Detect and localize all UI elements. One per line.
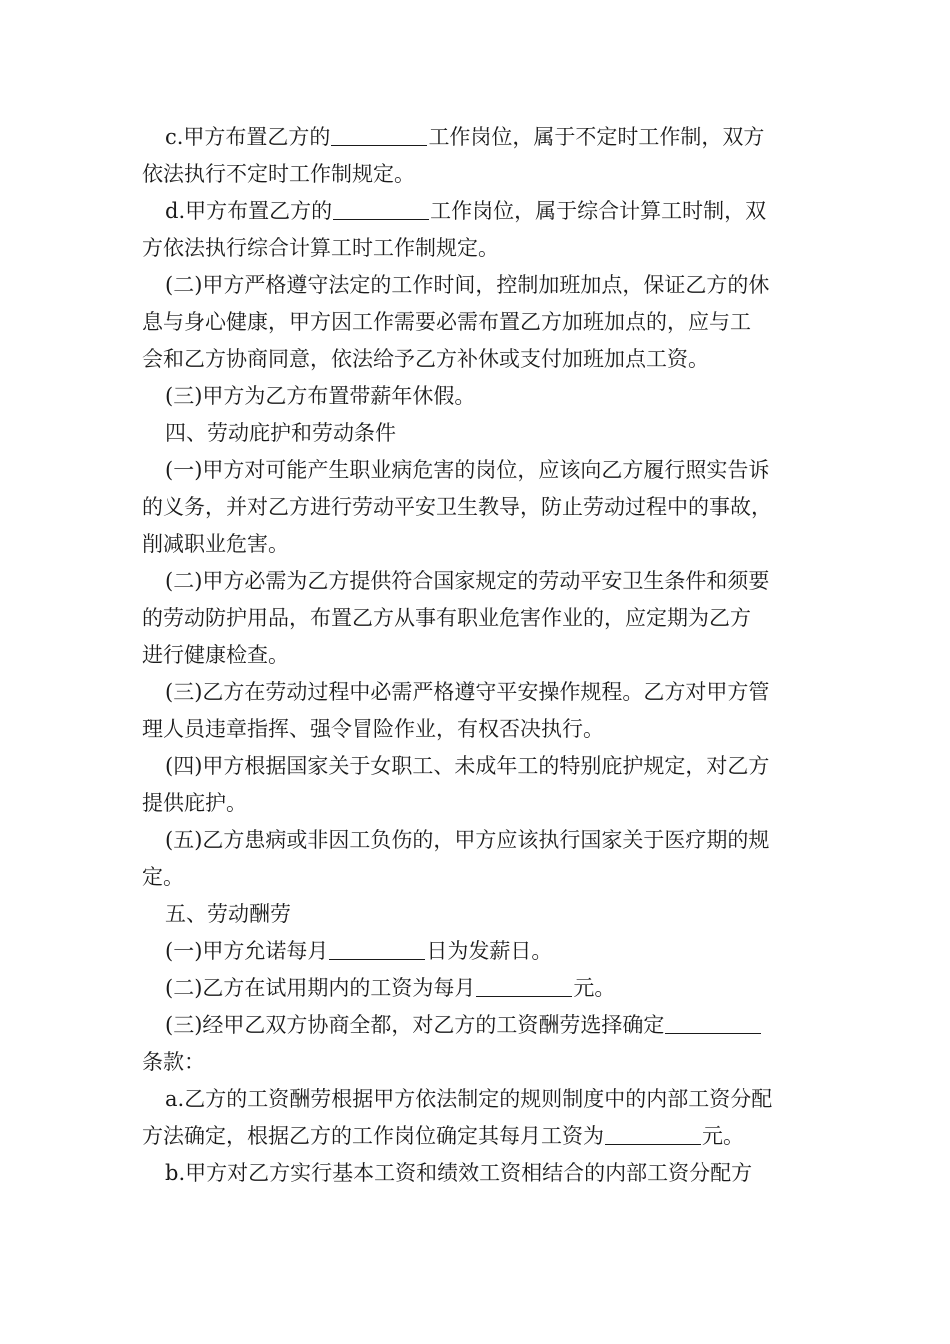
fill-in-blank[interactable] (665, 1013, 761, 1034)
fill-in-blank[interactable] (329, 939, 425, 960)
fill-in-blank[interactable] (331, 125, 427, 146)
text-line: 进行健康检查。 (142, 643, 289, 667)
text-line: d.甲方布置乙方的 工作岗位，属于综合计算工时制，双 (165, 199, 767, 223)
fill-in-blank[interactable] (476, 976, 572, 997)
text-line: 方法确定，根据乙方的工作岗位确定其每月工资为 元。 (142, 1124, 744, 1148)
text-line: (四)甲方根据国家关于女职工、未成年工的特别庇护规定，对乙方 (165, 754, 770, 778)
text-line: 息与身心健康，甲方因工作需要必需布置乙方加班加点的，应与工 (142, 310, 751, 334)
text-line: 依法执行不定时工作制规定。 (142, 162, 415, 186)
text-line: 条款： (142, 1050, 205, 1074)
text-line: 提供庇护。 (142, 791, 247, 815)
text-line: 会和乙方协商同意，依法给予乙方补休或支付加班加点工资。 (142, 347, 709, 371)
text-line: 定。 (142, 865, 184, 889)
text-line: (二)乙方在试用期内的工资为每月 元。 (165, 976, 616, 1000)
section-heading: 四、劳动庇护和劳动条件 (165, 421, 396, 445)
text-line: 理人员违章指挥、强令冒险作业，有权否决执行。 (142, 717, 604, 741)
section-heading: 五、劳动酬劳 (165, 902, 291, 926)
text-line: 的义务，并对乙方进行劳动平安卫生教导，防止劳动过程中的事故， (142, 495, 772, 519)
text-line: 的劳动防护用品，布置乙方从事有职业危害作业的，应定期为乙方 (142, 606, 751, 630)
text-line: (一)甲方允诺每月 日为发薪日。 (165, 939, 553, 963)
text-line: (三)甲方为乙方布置带薪年休假。 (165, 384, 476, 408)
text-line: 方依法执行综合计算工时工作制规定。 (142, 236, 499, 260)
text-line: (一)甲方对可能产生职业病危害的岗位，应该向乙方履行照实告诉 (165, 458, 770, 482)
fill-in-blank[interactable] (605, 1124, 701, 1145)
text-line: c.甲方布置乙方的 工作岗位，属于不定时工作制，双方 (165, 125, 765, 149)
text-line: (三)乙方在劳动过程中必需严格遵守平安操作规程。乙方对甲方管 (165, 680, 770, 704)
text-line: (三)经甲乙双方协商全都，对乙方的工资酬劳选择确定 (165, 1011, 762, 1039)
text-line: 削减职业危害。 (142, 532, 289, 556)
text-line: (二)甲方必需为乙方提供符合国家规定的劳动平安卫生条件和须要 (165, 569, 770, 593)
text-line: (五)乙方患病或非因工负伤的，甲方应该执行国家关于医疗期的规 (165, 828, 770, 852)
text-line: a.乙方的工资酬劳根据甲方依法制定的规则制度中的内部工资分配 (165, 1087, 773, 1111)
text-line: (二)甲方严格遵守法定的工作时间，控制加班加点，保证乙方的休 (165, 273, 770, 297)
text-line: b.甲方对乙方实行基本工资和绩效工资相结合的内部工资分配方 (165, 1161, 753, 1185)
fill-in-blank[interactable] (333, 199, 429, 220)
